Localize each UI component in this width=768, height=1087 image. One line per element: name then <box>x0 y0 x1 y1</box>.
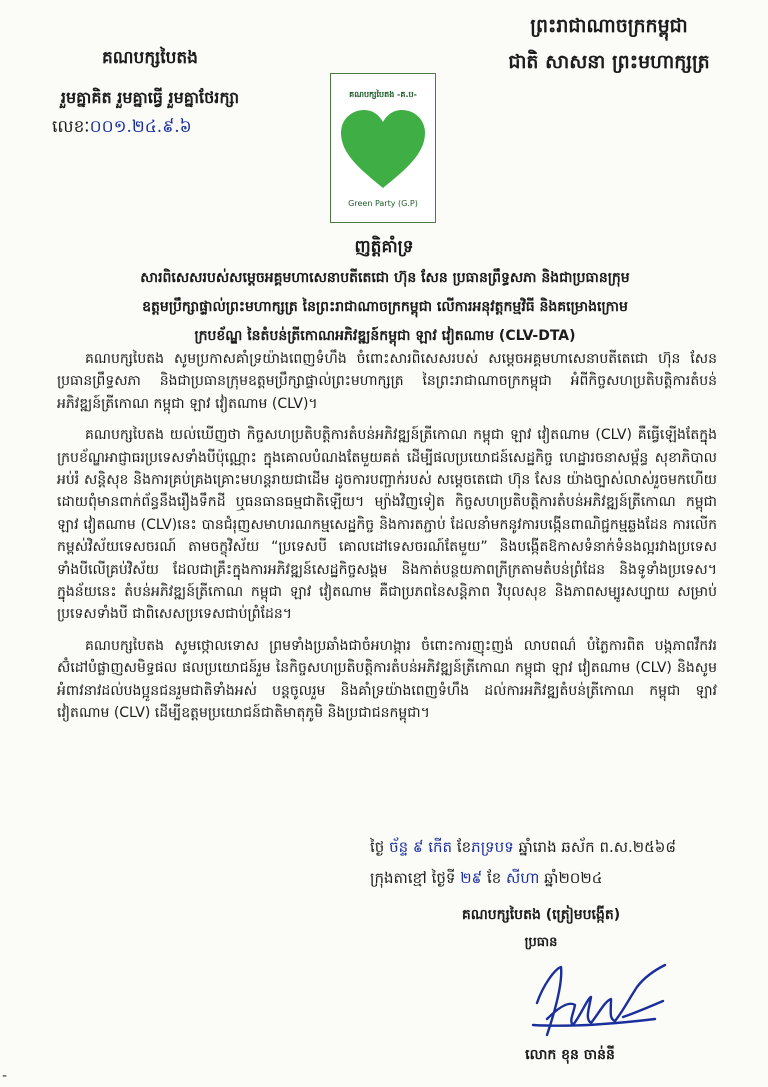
reference-value: ០០១.២៤.៩.៦ <box>89 117 192 137</box>
lunar-date-prefix: ថ្ងៃ <box>370 838 385 856</box>
solar-day-handwritten: ២៩ <box>460 869 483 887</box>
subtitle-line: ឧត្ដមប្រឹក្សាផ្ទាល់ព្រះមហាក្សត្រ នៃព្រះរាជាណាចក្រកម្ពុជា លើការអនុវត្តកម្មវិធី និងគម្រោងក្រោម <box>142 299 628 315</box>
body-paragraph: គណបក្សបៃតង សូមថ្កោលទោស ព្រមទាំងប្រឆាំងជាចំអហង្ការ ចំពោះការញុះញង់ លាបពណ៌ បំភ្លៃការពិត បង្កភាពវឹកវរ ស៊ំដៅបំផ្លាញសមិទ្ធផល ផលប្រយោជន៍រួម នៃកិច្ចសហប្រតិបត្តិការតំបន់អភិវឌ្ឍន៍ត្រីកោណ កម្ពុជា ឡាវ វៀតណាម (CLV) និងសូមអំពាវនាវដល់បងប្អូនជនរួមជាតិទាំងអស់ បន្តចូលរួម និងគាំទ្រយ៉ាងពេញទំហឹង ដល់ការអភិវឌ្ឍតំបន់ត្រីកោណ កម្ពុជា ឡាវ វៀតណាម (CLV) ដើម្បីឧត្តមប្រយោជន៍ជាតិមាតុភូមិ និងប្រជាជនកម្ពុជា។ <box>57 637 717 722</box>
document-title: ញត្តិគាំទ្រ <box>354 237 414 257</box>
national-motto: ជាតិ សាសនា ព្រះមហាក្សត្រ <box>508 51 710 73</box>
green-heart-icon <box>339 108 427 190</box>
subtitle-line: សារពិសេសរបស់សម្ដេចអគ្គមហាសេនាបតីតេជោ ហ៊ុន សែន ប្រធានព្រឹទ្ធសភា និងជាប្រធានក្រុម <box>140 270 630 286</box>
lunar-month-handwritten: ភទ្របទ <box>471 838 514 856</box>
subtitle-line: ក្របខ័ណ្ឌ នៃតំបន់ត្រីកោណអភិវឌ្ឍន៍កម្ពុជា ឡាវ វៀតណាម (CLV-DTA) <box>194 328 576 344</box>
document-subtitle <box>60 264 710 351</box>
solar-date <box>370 869 602 891</box>
solar-month-label: ខែ <box>486 869 502 887</box>
party-heading <box>40 38 260 118</box>
reference-label: លេខៈ <box>52 117 90 137</box>
handwritten-signature <box>525 955 685 1045</box>
party-logo <box>330 73 436 223</box>
body-paragraph: គណបក្សបៃតង សូមប្រកាសគាំទ្រយ៉ាងពេញទំហឹង ចំពោះសារពិសេសរបស់ សម្ដេចអគ្គមហាសេនាបតីតេជោ ហ៊ុន សែន ប្រធានព្រឹទ្ធសភា និងជាប្រធានក្រុមឧត្តមប្រឹក្សាផ្ទាល់ព្រះមហាក្សត្រ នៃព្រះរាជាណាចក្រកម្ពុជា អំពីកិច្ចសហប្រតិបត្តិការតំបន់អភិវឌ្ឍន៍ត្រីកោណ កម្ពុជា ឡាវ វៀតណាម (CLV)។ <box>57 351 717 412</box>
kingdom-heading <box>494 8 724 80</box>
page-tick: - <box>2 1068 8 1084</box>
solar-month-handwritten: សីហា <box>506 869 540 887</box>
signing-party: គណបក្សបៃតង (ត្រៀមបង្កើត) <box>461 907 621 923</box>
document-body <box>57 348 717 734</box>
lunar-date <box>370 838 676 860</box>
party-motto: រួមគ្នាគិត រួមគ្នាធ្វើ រួមគ្នាថែរក្សា <box>60 88 240 107</box>
lunar-month-label: ខែ <box>456 838 472 856</box>
lunar-day-handwritten: ច័ន្ទ ៩ កើត <box>389 838 453 856</box>
solar-date-prefix: ក្រុងតាខ្មៅ ថ្ងៃទី <box>370 869 456 887</box>
body-paragraph: គណបក្សបៃតង យល់ឃើញថា កិច្ចសហប្រតិបត្តិការតំបន់អភិវឌ្ឍន៍ត្រីកោណ កម្ពុជា ឡាវ វៀតណាម (CLV) គឺធ្វើឡើងតែក្នុងក្របខ័ណ្ឌអាជ្ញាធរប្រទេសទាំងបីប៉ុណ្ណោះ ក្នុងគោលបំណងតែមួយគត់ ដើម្បីផលប្រយោជន៍សេដ្ឋកិច្ច ហេដ្ឋារចនាសម្ព័ន្ធ សុខាភិបាល អប់រំ សន្តិសុខ និងការគ្រប់គ្រងគ្រោះមហន្តរាយជាដើម ដូចការបញ្ជាក់របស់ សម្ដេចតេជោ ហ៊ុន សែន យ៉ាងច្បាស់លាស់រួចមកហើយ ដោយពុំមានពាក់ព័ន្ធនឹងរឿងទឹកដី ឬធនធានធម្មជាតិឡើយ។ ម្យ៉ាងវិញទៀត កិច្ចសហប្រតិបត្តិការតំបន់អភិវឌ្ឍន៍ត្រីកោណ កម្ពុជា ឡាវ វៀតណាម (CLV)នេះ បានជំរុញសមាហរណកម្មសេដ្ឋកិច្ច និងការតភ្ជាប់ ដែលនាំមកនូវការបង្កើនពាណិជ្ជកម្មឆ្លងដែន ការលើកកម្ពស់វិស័យទេសចរណ៍ តាមចក្ខុវិស័យ “ប្រទេសបី គោលដៅទេសចរណ៍តែមួយ” និងបង្កើតឱកាសទំនាក់ទំនងល្អរវាងប្រទេសទាំងបីលើគ្រប់វិស័យ ដែលជាគ្រឹះក្នុងការអភិវឌ្ឍន៍សេដ្ឋកិច្ចសង្គម និងកាត់បន្ថយភាពក្រីក្រតាមតំបន់ព្រំដែន និងទូទាំងប្រទេស។ ក្នុងន័យនេះ តំបន់អភិវឌ្ឍន៍ត្រីកោណ កម្ពុជា ឡាវ វៀតណាម គឺជាប្រភពនៃសន្តិភាព វិបុលសុខ និងភាពសម្បូរសប្បាយ សម្រាប់ប្រទេសទាំងបី ជាពិសេសប្រទេសជាប់ព្រំដែន។ <box>57 427 717 623</box>
logo-top-text: គណបក្សបៃតង -គ.ប- <box>349 90 417 99</box>
kingdom-name: ព្រះរាជាណាចក្រកម្ពុជា <box>530 15 688 37</box>
chair-title: ប្រធាន <box>524 935 558 950</box>
party-name: គណបក្សបៃតង <box>102 48 198 68</box>
lunar-year: ឆ្នាំរោង ឆស័ក ព.ស.២៥៦៨ <box>518 838 677 856</box>
signer-name: លោក ខុន ចាន់នី <box>525 1047 615 1063</box>
logo-bottom-text: Green Party (G.P) <box>348 199 418 208</box>
reference-number <box>52 116 192 141</box>
solar-year: ឆ្នាំ២០២៤ <box>544 869 603 887</box>
